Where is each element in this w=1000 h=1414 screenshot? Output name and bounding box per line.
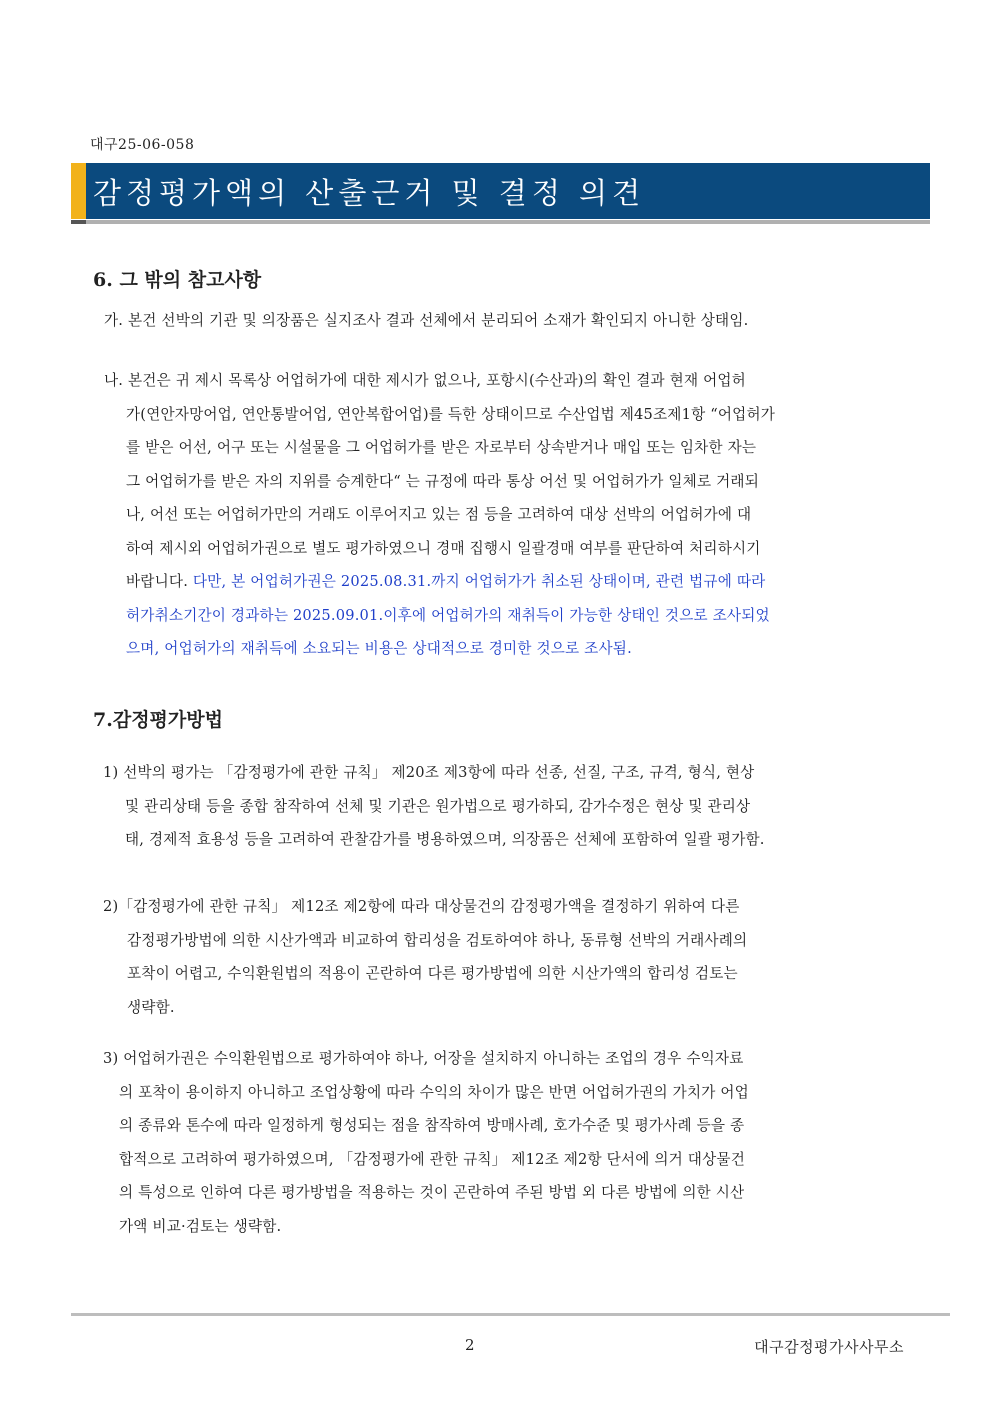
item-2-line-3: 포착이 어렵고, 수익환원법의 적용이 곤란하여 다른 평가방법에 의한 시산가액의 합리성 검토는 — [127, 965, 738, 982]
title-accent-stripe — [71, 163, 86, 219]
item-2-line-1: 2)「감정평가에 관한 규칙」 제12조 제2항에 따라 대상물건의 감정평가액을 결정하기 위하여 다른 — [103, 898, 740, 915]
item-na-line-9: 으며, 어업허가의 재취득에 소요되는 비용은 상대적으로 경미한 것으로 조사됨. — [126, 640, 632, 657]
section-7-item-2 — [103, 890, 747, 1024]
item-na-line-4: 그 어업허가를 받은 자의 지위를 승계한다“ 는 규정에 따라 통상 어선 및 어업허가가 일체로 거래되 — [126, 472, 760, 490]
section-7-item-1 — [103, 756, 765, 857]
item-2-line-4: 생략함. — [127, 998, 175, 1016]
page-title: 감정평가액의 산출근거 및 결정 의견 — [93, 176, 646, 210]
item-na-line-7 — [104, 565, 775, 599]
item-ga-text: 가. 본건 선박의 기관 및 의장품은 실지조사 결과 선체에서 분리되어 소재가 확인되지 아니한 상태임. — [104, 312, 749, 329]
item-na-line-1: 나. 본건은 귀 제시 목록상 어업허가에 대한 제시가 없으나, 포항시(수산과)의 확인 결과 현재 어업허 — [104, 372, 746, 389]
item-na-line-6: 하여 제시외 어업허가권으로 별도 평가하였으니 경매 집행시 일괄경매 여부를 판단하여 처리하시기 — [126, 539, 761, 557]
section-6-item-na — [104, 364, 775, 666]
item-na-line-8: 허가취소기간이 경과하는 2025.09.01.이후에 어업허가의 재취득이 가능한 상태인 것으로 조사되었 — [126, 606, 770, 624]
item-3-line-2: 의 포착이 용이하지 아니하고 조업상황에 따라 수익의 차이가 많은 반면 어업허가권의 가치가 어업 — [119, 1083, 749, 1101]
item-2-line-2: 감정평가방법에 의한 시산가액과 비교하여 합리성을 검토하여야 하나, 동류형 선박의 거래사례의 — [127, 931, 748, 949]
title-banner — [71, 163, 930, 219]
item-1-line-3: 태, 경제적 효용성 등을 고려하여 관찰감가를 병용하였으며, 의장품은 선체에 포함하여 일괄 평가함. — [125, 831, 765, 848]
item-na-line-5: 나, 어선 또는 어업허가만의 거래도 이루어지고 있는 점 등을 고려하여 대상 선박의 어업허가에 대 — [126, 506, 752, 523]
item-na-line-2: 가(연안자망어업, 연안통발어업, 연안복합어업)를 득한 상태이므로 수산업법 제45조제1항 “어업허가 — [126, 405, 776, 423]
item-na-line-7-highlight: 다만, 본 어업허가권은 2025.08.31.까지 어업허가가 취소된 상태이며, 관련 법규에 따라 — [192, 573, 766, 590]
office-name: 대구감정평가사사무소 — [754, 1338, 904, 1356]
section-7-heading: 7.감정평가방법 — [93, 709, 223, 731]
document-number: 대구25-06-058 — [90, 137, 195, 153]
item-3-line-6: 가액 비교·검토는 생략함. — [119, 1217, 282, 1235]
section-6-item-ga — [104, 304, 749, 338]
title-underline — [71, 220, 930, 224]
item-3-line-5: 의 특성으로 인하여 다른 평가방법을 적용하는 것이 곤란하여 주된 방법 외 다른 방법에 의한 시산 — [119, 1184, 745, 1201]
section-7-item-3 — [103, 1042, 749, 1243]
item-3-line-3: 의 종류와 톤수에 따라 일정하게 형성되는 점을 참작하여 방매사례, 호가수준 및 평가사례 등을 종 — [119, 1117, 745, 1134]
footer-divider — [71, 1313, 950, 1316]
item-3-line-1: 3) 어업허가권은 수익환원법으로 평가하여야 하나, 어장을 설치하지 아니하는 조업의 경우 수익자료 — [103, 1050, 744, 1067]
item-1-line-1: 1) 선박의 평가는 「감정평가에 관한 규칙」 제20조 제3항에 따라 선종, 선질, 구조, 규격, 형식, 현상 — [103, 764, 755, 781]
item-na-line-3: 를 받은 어선, 어구 또는 시설물을 그 어업허가를 받은 자로부터 상속받거나 매입 또는 임차한 자는 — [126, 439, 757, 456]
item-na-line-7-plain: 바랍니다. — [126, 573, 193, 590]
item-3-line-4: 합적으로 고려하여 평가하였으며, 「감정평가에 관한 규칙」 제12조 제2항 단서에 의거 대상물건 — [119, 1150, 745, 1168]
section-6-heading: 6. 그 밖의 참고사항 — [93, 269, 262, 291]
item-1-line-2: 및 관리상태 등을 종합 참작하여 선체 및 기관은 원가법으로 평가하되, 감가수정은 현상 및 관리상 — [125, 797, 751, 815]
title-underline-accent — [71, 220, 86, 224]
page-number: 2 — [465, 1336, 475, 1354]
